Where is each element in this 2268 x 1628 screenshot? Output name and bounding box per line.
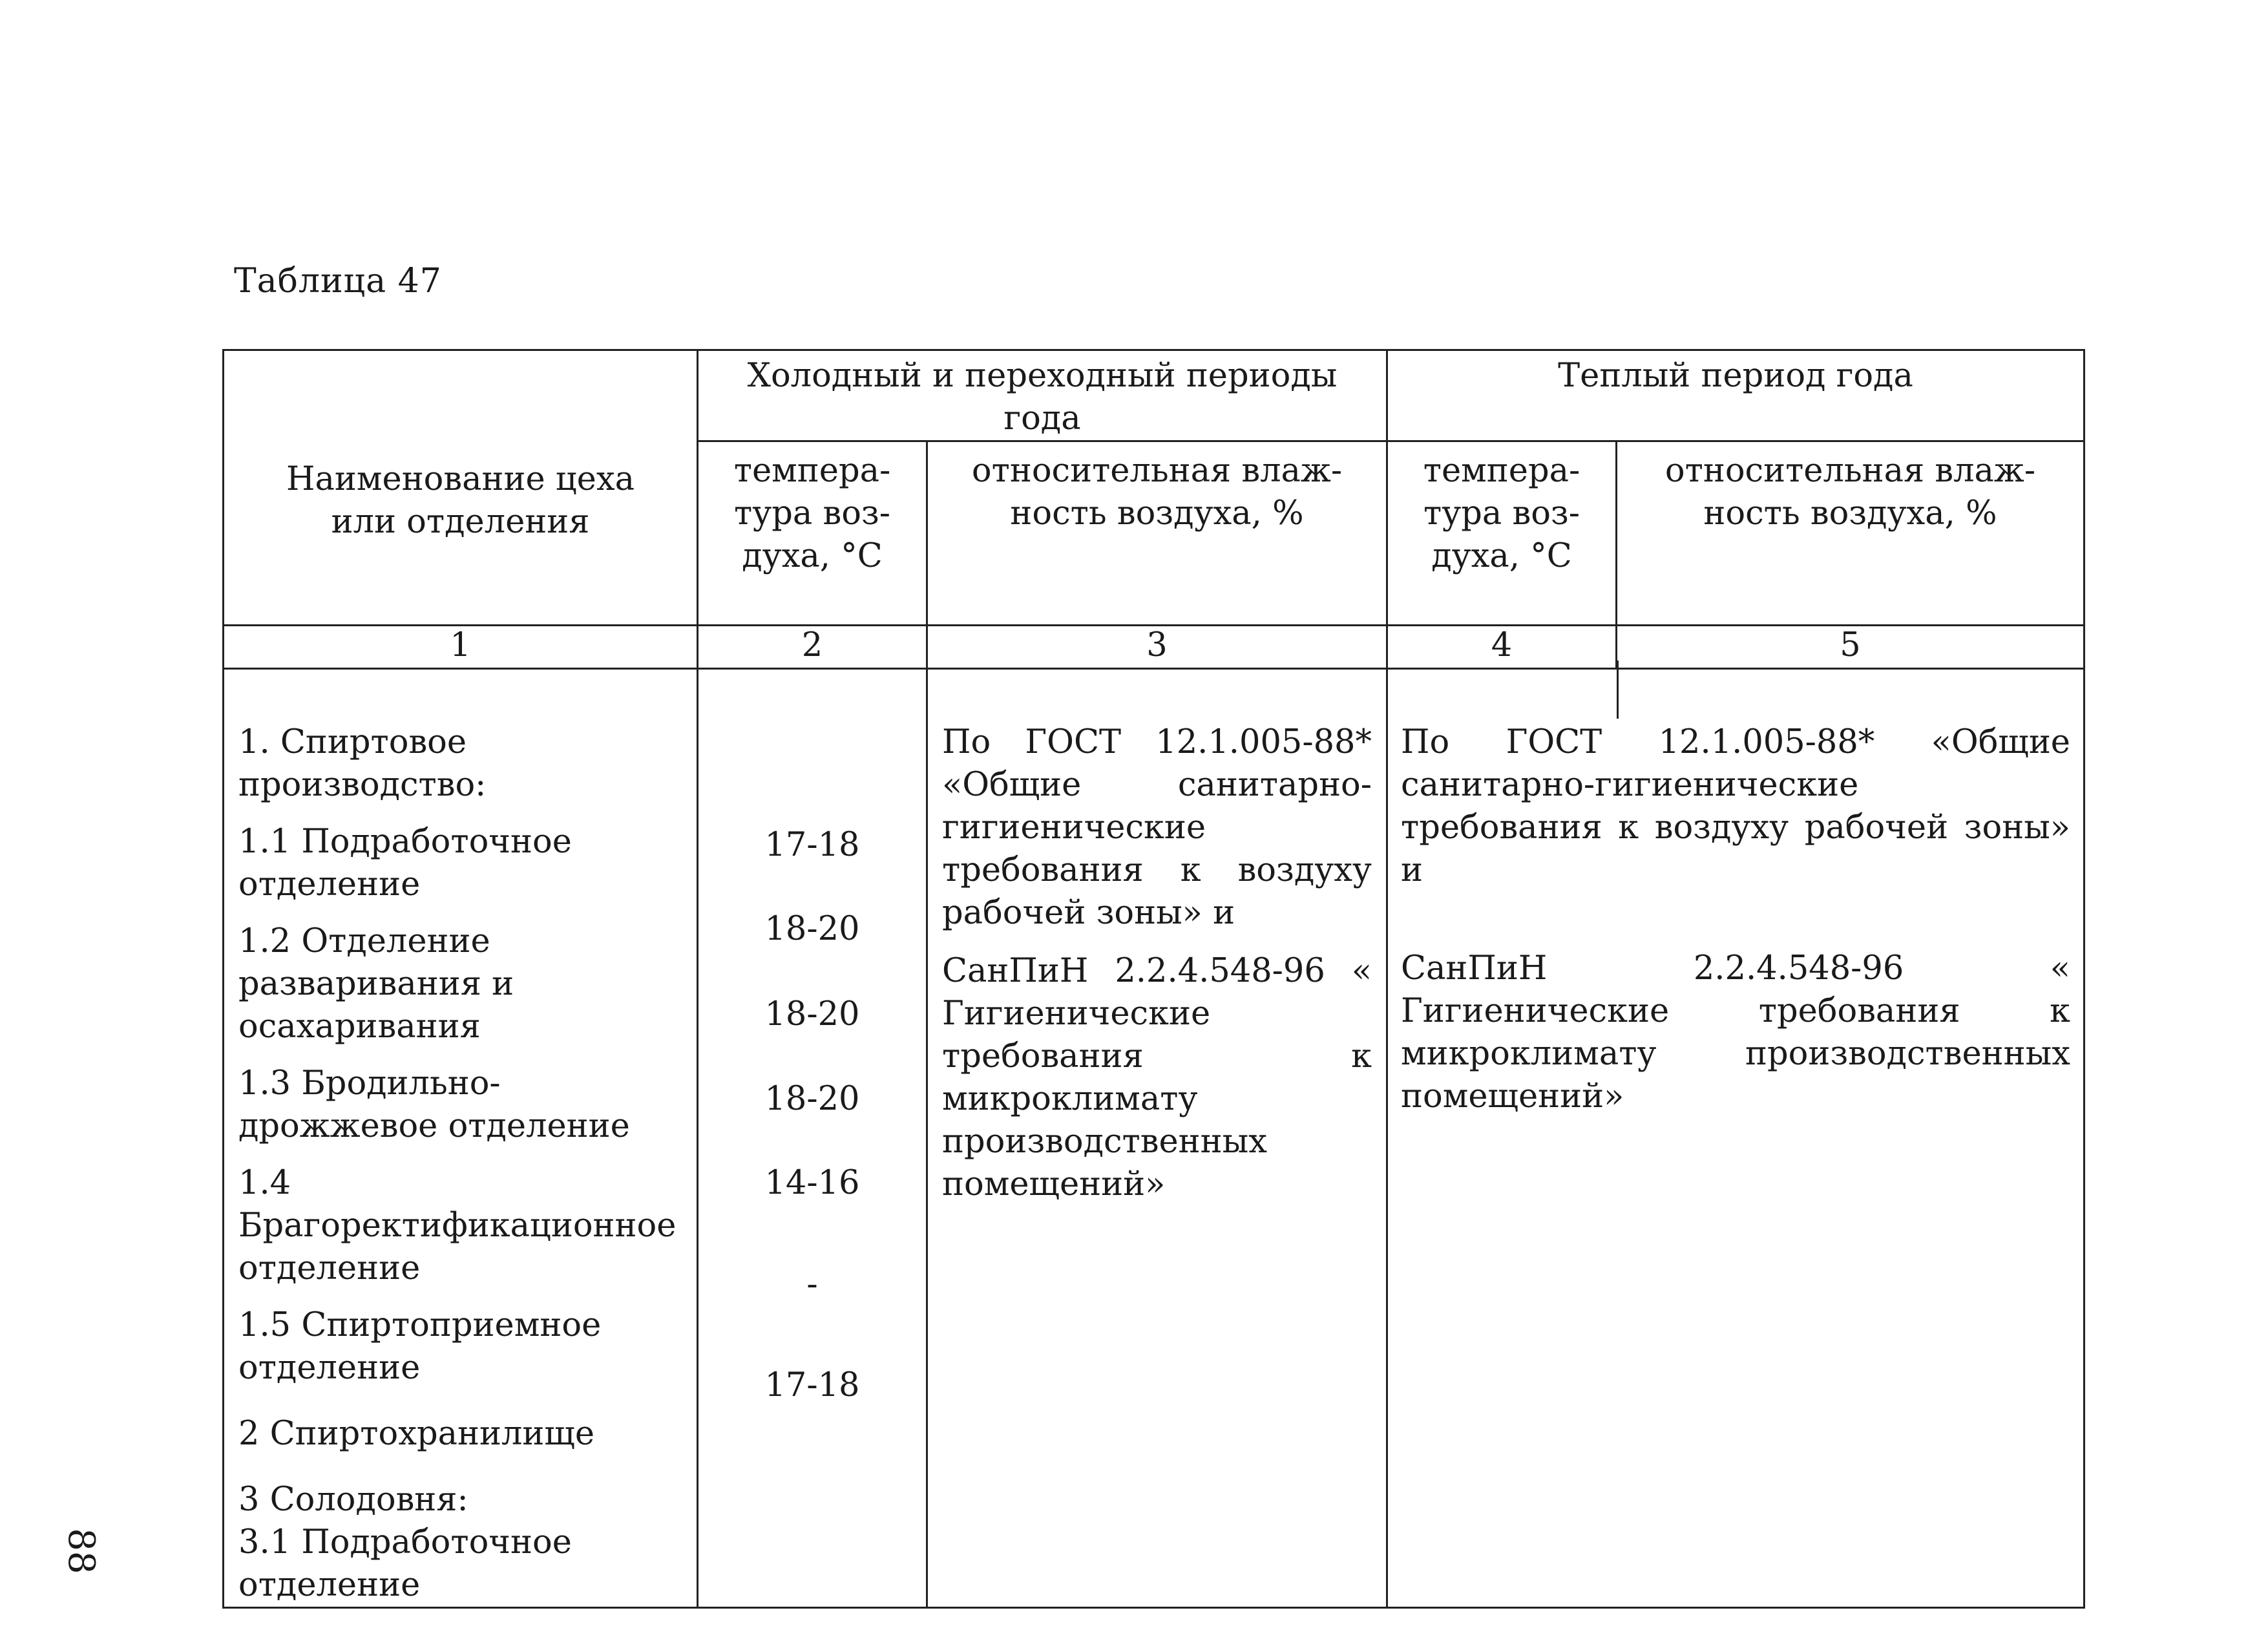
header-cold-humidity-text: относительная влаж-ность воздуха, % [971,452,1343,533]
workshop-name: 1.3 Бродильно-дрожжевое отделение [238,1064,630,1145]
column-number: 2 [698,626,927,669]
temp-value: 18-20 [764,995,860,1033]
workshop-name: 2 Спиртохранилище [238,1415,595,1453]
norm-gost: По ГОСТ 12.1.005-88* «Общие санитарно-гигиенические требования к воздуху рабочей зоны» и [1401,723,2070,889]
header-warm-period [1387,350,2084,441]
workshop-name: 1.5 Спиртоприемное отделение [238,1306,602,1387]
workshop-names-cell [224,669,698,1608]
page-number: 88 [60,1528,102,1574]
workshop-name: 1. Спиртовое производство: [238,723,487,804]
temp-value: 18-20 [764,1080,860,1118]
workshop-name: 1.1 Подработочное отделение [238,823,572,904]
column-divider-stub [1617,661,1619,719]
temp-value: 18-20 [764,910,860,948]
header-warm-humidity-text: относительная влаж-ность воздуха, % [1664,452,2036,533]
header-warm-text: Теплый период года [1558,357,1913,395]
header-warm-temp-text: темпера-тура воз-духа, °С [1423,452,1580,575]
column-number: 5 [1617,626,2084,669]
temp-value: - [806,1265,818,1304]
header-warm-humidity [1617,441,2084,626]
temp-value: 17-18 [764,826,860,864]
header-cold-text: Холодный и переходный периоды года [747,357,1338,438]
norm-sanpin: СанПиН 2.2.4.548-96 « Гигиенические требования к микроклимату производственных помещений» [1401,949,2070,1115]
column-number-row [224,626,2084,669]
table-body-row [224,669,2084,1608]
norm-gost: По ГОСТ 12.1.005-88* «Общие санитарно-гигиенические требования к воздуху рабочей зоны» и [942,723,1372,932]
header-warm-temp [1387,441,1617,626]
header-cold-humidity [927,441,1387,626]
workshop-name: 3 Солодовня: [238,1481,468,1519]
cold-humidity-norms-cell [927,669,1387,1608]
workshop-name: 1.4 Брагоректификационное отделение [238,1164,677,1287]
column-number: 4 [1387,626,1617,669]
table-caption: Таблица 47 [234,262,442,301]
header-row-group [224,350,2084,441]
workshop-name: 1.2 Отделение разваривания и осахаривания [238,922,514,1046]
temp-value: 14-16 [764,1164,860,1202]
cold-temp-cell [698,669,927,1608]
header-cold-temp-text: темпера-тура воз-духа, °С [733,452,891,575]
header-name-text: Наименование цеха или отделения [286,460,635,541]
temp-value [698,721,926,824]
header-cold-temp [698,441,927,626]
workshop-name: 3.1 Подработочное отделение [238,1523,572,1604]
temp-value: 17-18 [764,1366,860,1404]
column-number: 1 [224,626,698,669]
microclimate-table [222,349,2085,1609]
column-number: 3 [927,626,1387,669]
header-cold-period [698,350,1387,441]
header-name-col [224,350,698,626]
norm-sanpin: СанПиН 2.2.4.548-96 « Гигиенические требования к микроклимату производственных помещений» [942,952,1372,1203]
warm-period-norms-cell [1387,669,2084,1608]
